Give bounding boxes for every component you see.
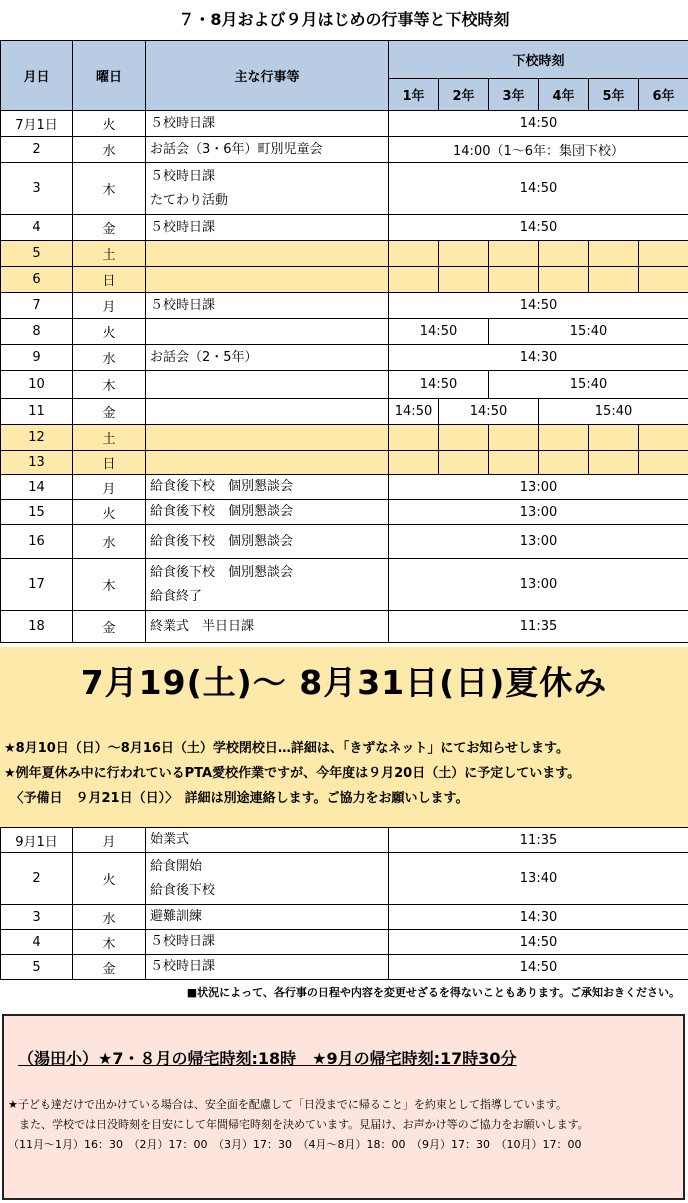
row-events xyxy=(146,163,389,215)
return-home-title: （湯田小）★7・８月の帰宅時刻:18時 ★9月の帰宅時刻:17時30分 xyxy=(18,1049,517,1068)
header-grade: 1年 xyxy=(389,79,439,111)
header-weekday: 曜日 xyxy=(73,41,146,111)
summer-vacation-banner: 7月19(土)～ 8月31日(日)夏休み xyxy=(80,663,608,702)
dismissal-time: 14:30 xyxy=(389,905,688,930)
header-grade: 2年 xyxy=(439,79,489,111)
event-text: 給食後下校 個別懇談会 xyxy=(150,504,294,519)
schedule-row xyxy=(1,399,688,425)
schedule-row xyxy=(1,475,688,500)
row-date: 16 xyxy=(1,525,73,559)
schedule-row xyxy=(1,905,688,930)
schedule-row xyxy=(1,293,688,319)
dismissal-time-empty xyxy=(589,451,639,475)
row-weekday: 水 xyxy=(73,137,146,163)
row-date: 5 xyxy=(1,241,73,267)
row-events xyxy=(146,241,389,267)
dismissal-time: 13:00 xyxy=(389,475,688,500)
row-events xyxy=(146,853,389,905)
dismissal-time-empty xyxy=(439,267,489,293)
summer-vacation-section xyxy=(0,647,688,827)
schedule-row xyxy=(1,241,688,267)
event-text: 避難訓練 xyxy=(150,909,203,924)
row-date: 10 xyxy=(1,371,73,399)
row-weekday: 水 xyxy=(73,905,146,930)
row-events xyxy=(146,293,389,319)
return-home-time-box xyxy=(2,1014,685,1200)
row-date: 2 xyxy=(1,853,73,905)
row-date: 12 xyxy=(1,425,73,451)
schedule-row xyxy=(1,345,688,371)
schedule-row xyxy=(1,500,688,525)
dismissal-time-empty xyxy=(639,451,688,475)
row-weekday: 金 xyxy=(73,955,146,980)
row-events xyxy=(146,345,389,371)
schedule-row xyxy=(1,451,688,475)
dismissal-time-empty xyxy=(489,451,539,475)
dismissal-time: 15:40 xyxy=(539,399,688,425)
dismissal-time: 14:50 xyxy=(389,399,439,425)
row-events xyxy=(146,371,389,399)
dismissal-time: 13:00 xyxy=(389,559,688,611)
dismissal-time-empty xyxy=(639,267,688,293)
row-events xyxy=(146,399,389,425)
event-text: 給食終了 xyxy=(150,588,203,604)
row-weekday: 水 xyxy=(73,525,146,559)
event-text: ５校時日課 xyxy=(150,115,216,131)
schedule-row xyxy=(1,930,688,955)
september-schedule-table xyxy=(0,827,688,980)
row-weekday: 金 xyxy=(73,399,146,425)
dismissal-time-empty xyxy=(639,425,688,451)
dismissal-time: 14:50 xyxy=(439,399,539,425)
header-grade: 4年 xyxy=(539,79,589,111)
row-events xyxy=(146,828,389,853)
header-dismissal-time: 下校時刻 xyxy=(389,41,688,79)
dismissal-time-empty xyxy=(389,267,439,293)
row-date: 18 xyxy=(1,611,73,643)
dismissal-time: 14:50 xyxy=(389,293,688,319)
dismissal-time-empty xyxy=(539,425,589,451)
header-month-day: 月日 xyxy=(1,41,73,111)
row-date: 4 xyxy=(1,930,73,955)
dismissal-time: 11:35 xyxy=(389,611,688,643)
row-weekday: 土 xyxy=(73,241,146,267)
dismissal-time-empty xyxy=(539,241,589,267)
row-events xyxy=(146,267,389,293)
event-text: 給食開始 xyxy=(150,858,203,874)
row-date: 13 xyxy=(1,451,73,475)
row-date: 6 xyxy=(1,267,73,293)
dismissal-time: 14:50 xyxy=(389,111,688,137)
row-weekday: 木 xyxy=(73,371,146,399)
return-home-note: また、学校では日没時刻を目安にして年間帰宅時刻を決めています。見届け、お声かけ等のご協力をお願いします。 xyxy=(8,1118,589,1131)
event-text: 終業式 半日日課 xyxy=(150,618,255,634)
dismissal-time: 14:50 xyxy=(389,163,688,215)
dismissal-time: 13:00 xyxy=(389,525,688,559)
dismissal-time: 13:00 xyxy=(389,500,688,525)
event-text: ５校時日課 xyxy=(150,959,216,974)
dismissal-time: 11:35 xyxy=(389,828,688,853)
row-date: 7 xyxy=(1,293,73,319)
row-date: 3 xyxy=(1,905,73,930)
dismissal-time-empty xyxy=(539,451,589,475)
row-date: 17 xyxy=(1,559,73,611)
row-events xyxy=(146,559,389,611)
row-date: 2 xyxy=(1,137,73,163)
schedule-row xyxy=(1,559,688,611)
dismissal-time-empty xyxy=(589,241,639,267)
row-events xyxy=(146,955,389,980)
header-grade: 6年 xyxy=(639,79,688,111)
row-events xyxy=(146,451,389,475)
row-events xyxy=(146,930,389,955)
dismissal-time: 14:00（1～6年：集団下校） xyxy=(389,137,688,163)
row-events xyxy=(146,425,389,451)
dismissal-time: 15:40 xyxy=(489,371,688,399)
row-weekday: 火 xyxy=(73,853,146,905)
dismissal-time-empty xyxy=(489,241,539,267)
row-date: 9 xyxy=(1,345,73,371)
schedule-row xyxy=(1,853,688,905)
row-date: 9月1日 xyxy=(1,828,73,853)
row-weekday: 木 xyxy=(73,163,146,215)
summer-note: ★例年夏休み中に行われているPTA愛校作業ですが、今年度は９月20日（土）に予定しています。 xyxy=(4,766,581,781)
page-title: ７・8月および９月はじめの行事等と下校時刻 xyxy=(178,10,510,29)
event-text: お話会（3・6年）町別児童会 xyxy=(150,141,323,157)
event-text: ５校時日課 xyxy=(150,297,216,313)
dismissal-time: 14:50 xyxy=(389,930,688,955)
schedule-row xyxy=(1,828,688,853)
header-grade: 5年 xyxy=(589,79,639,111)
schedule-row xyxy=(1,955,688,980)
row-date: 14 xyxy=(1,475,73,500)
row-weekday: 日 xyxy=(73,451,146,475)
dismissal-time: 14:50 xyxy=(389,319,489,345)
event-text: 給食後下校 個別懇談会 xyxy=(150,533,294,549)
event-text: 給食後下校 個別懇談会 xyxy=(150,479,294,494)
schedule-row xyxy=(1,215,688,241)
row-weekday: 日 xyxy=(73,267,146,293)
schedule-row xyxy=(1,425,688,451)
row-weekday: 火 xyxy=(73,500,146,525)
row-events xyxy=(146,319,389,345)
dismissal-time-empty xyxy=(539,267,589,293)
schedule-row xyxy=(1,111,688,137)
row-events xyxy=(146,525,389,559)
schedule-row xyxy=(1,525,688,559)
july-schedule-table xyxy=(0,40,688,643)
return-home-schedule: （11月～1月）16：30 （2月）17：00 （3月）17：30 （4月～8月）18：00 （9月）17：30 （10月）17：00 xyxy=(8,1138,582,1151)
event-text: ５校時日課 xyxy=(150,219,216,235)
row-date: 5 xyxy=(1,955,73,980)
row-weekday: 月 xyxy=(73,828,146,853)
row-events xyxy=(146,500,389,525)
row-events xyxy=(146,215,389,241)
row-events xyxy=(146,611,389,643)
row-events xyxy=(146,137,389,163)
dismissal-time: 13:40 xyxy=(389,853,688,905)
dismissal-time-empty xyxy=(589,425,639,451)
row-weekday: 金 xyxy=(73,611,146,643)
schedule-row xyxy=(1,137,688,163)
dismissal-time-empty xyxy=(439,451,489,475)
return-home-note: ★子ども達だけで出かけている場合は、安全面を配慮して「日没までに帰ること」を約束として指導しています。 xyxy=(8,1098,567,1111)
dismissal-time: 14:50 xyxy=(389,215,688,241)
schedule-row xyxy=(1,371,688,399)
footnote: ■状況によって、各行事の日程や内容を変更せざるを得ないこともあります。ご承知おきください。 xyxy=(186,986,680,999)
dismissal-time-empty xyxy=(489,425,539,451)
event-text: たてわり活動 xyxy=(150,192,229,208)
header-grade: 3年 xyxy=(489,79,539,111)
summer-note: ★8月10日（日）～8月16日（土）学校閉校日…詳細は、「きずなネット」にてお知らせします。 xyxy=(4,741,569,756)
summer-note: 〈予備日 ９月21日（日）〉 詳細は別途連絡します。ご協力をお願いします。 xyxy=(4,791,469,806)
schedule-row xyxy=(1,267,688,293)
row-weekday: 土 xyxy=(73,425,146,451)
event-text: 給食後下校 個別懇談会 xyxy=(150,564,294,580)
schedule-row xyxy=(1,163,688,215)
row-date: 4 xyxy=(1,215,73,241)
dismissal-time-empty xyxy=(389,425,439,451)
dismissal-time-empty xyxy=(639,241,688,267)
row-date: 8 xyxy=(1,319,73,345)
event-text: ５校時日課 xyxy=(150,168,216,184)
dismissal-time-empty xyxy=(489,267,539,293)
dismissal-time: 14:30 xyxy=(389,345,688,371)
dismissal-time: 14:50 xyxy=(389,371,489,399)
row-weekday: 水 xyxy=(73,345,146,371)
dismissal-time-empty xyxy=(389,241,439,267)
row-weekday: 木 xyxy=(73,930,146,955)
dismissal-time-empty xyxy=(589,267,639,293)
row-date: 11 xyxy=(1,399,73,425)
schedule-row xyxy=(1,611,688,643)
row-weekday: 月 xyxy=(73,475,146,500)
event-text: お話会（2・5年） xyxy=(150,349,258,365)
dismissal-time: 15:40 xyxy=(489,319,688,345)
schedule-row xyxy=(1,319,688,345)
row-weekday: 火 xyxy=(73,111,146,137)
row-date: 7月1日 xyxy=(1,111,73,137)
row-weekday: 火 xyxy=(73,319,146,345)
event-text: 始業式 xyxy=(150,832,190,847)
dismissal-time-empty xyxy=(439,425,489,451)
row-date: 15 xyxy=(1,500,73,525)
row-weekday: 木 xyxy=(73,559,146,611)
row-weekday: 月 xyxy=(73,293,146,319)
row-events xyxy=(146,905,389,930)
row-events xyxy=(146,475,389,500)
row-events xyxy=(146,111,389,137)
row-date: 3 xyxy=(1,163,73,215)
event-text: ５校時日課 xyxy=(150,934,216,949)
dismissal-time-empty xyxy=(389,451,439,475)
row-weekday: 金 xyxy=(73,215,146,241)
dismissal-time: 14:50 xyxy=(389,955,688,980)
event-text: 給食後下校 xyxy=(150,882,216,898)
dismissal-time-empty xyxy=(439,241,489,267)
header-events: 主な行事等 xyxy=(146,41,389,111)
